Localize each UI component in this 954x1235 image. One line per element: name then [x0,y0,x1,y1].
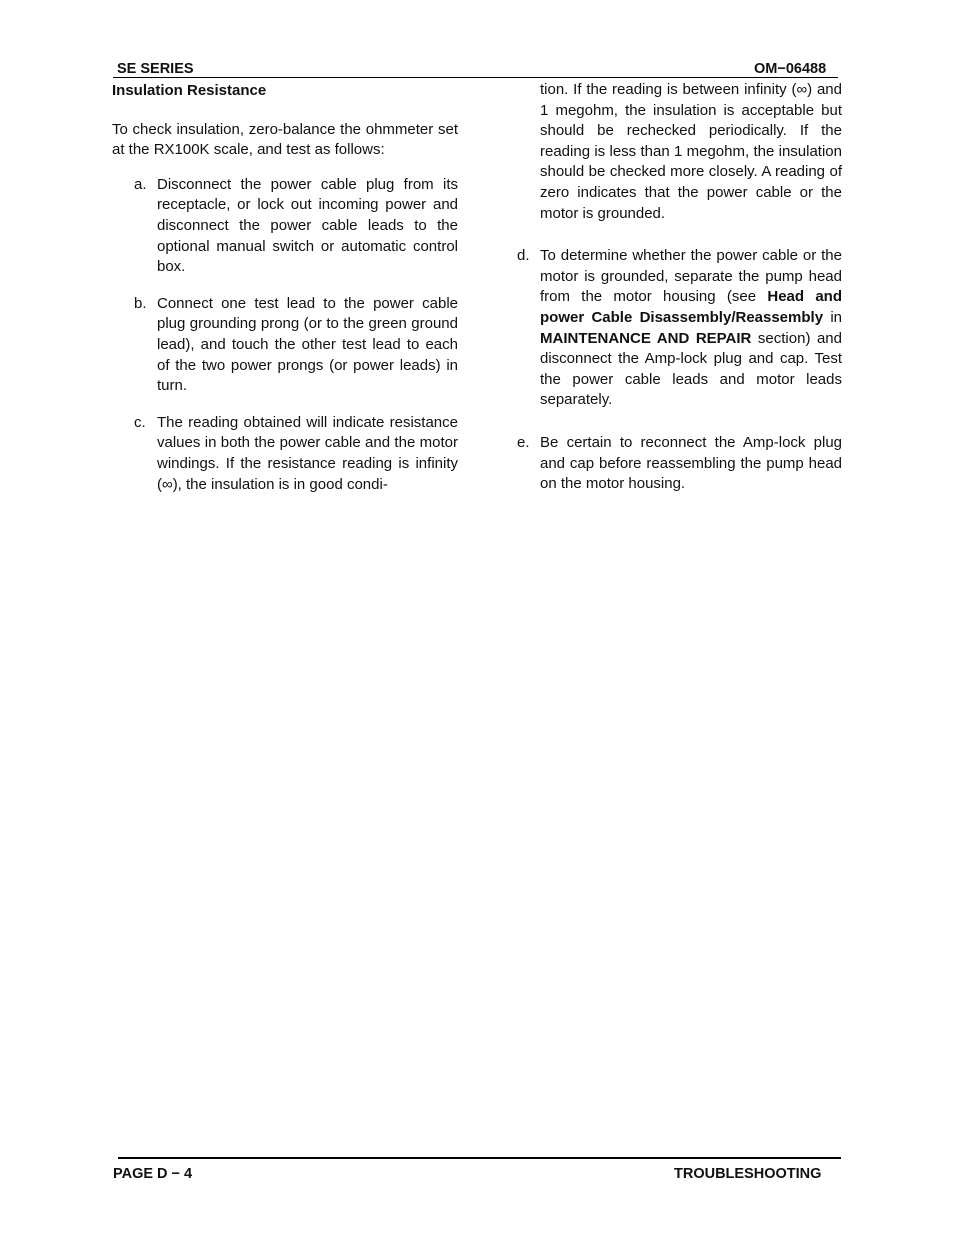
step-text: The reading obtained will indicate resistance values in both the power cable and the motor windings. If the resistance reading is infinity (∞), the insulation is in good condi- [157,413,458,493]
step-text-part: To determine whether the power cable or the motor is grounded, separate the pump head from the motor housing (see [540,247,842,306]
step-letter: e. [517,433,530,451]
footer-page-number: PAGE D − 4 [113,1166,193,1182]
header-document-number: OM−06488 [754,61,827,77]
cross-reference-title: Head and power Cable Disassembly/Reassembly [540,288,842,326]
intro-paragraph: To check insulation, zero-balance the ohmmeter set at the RX100K scale, and test as follows: [112,120,458,159]
footer-section-name: TROUBLESHOOTING [674,1166,822,1182]
step-letter: a. [134,175,147,193]
header-series: SE SERIES [117,61,194,77]
step-b [112,294,458,397]
step-text [540,247,842,408]
step-letter: d. [517,247,530,265]
left-column [112,81,458,495]
step-text-part: in [823,308,843,326]
right-column [517,80,842,495]
step-e [517,433,842,495]
step-list [112,175,458,495]
step-a [112,175,458,278]
step-letter: c. [134,413,146,431]
footer-rule [118,1157,841,1159]
step-c [112,413,458,495]
section-title: Insulation Resistance [112,82,267,99]
step-text-part: section) and disconnect the Amp-lock plug and cap. Test the power cable leads and motor leads separately. [540,329,842,409]
step-letter: b. [134,294,147,312]
step-d [517,246,842,411]
cross-reference-section: MAINTENANCE AND REPAIR [540,329,752,347]
step-text: Disconnect the power cable plug from its receptacle, or lock out incoming power and disconnect the power cable leads to the optional manual switch or automatic control box. [157,175,458,276]
header-rule [113,77,838,78]
step-text: Connect one test lead to the power cable plug grounding prong (or to the green ground lead), and touch the other test lead to each of the two power prongs (or power leads) in turn. [157,294,458,395]
step-text: Be certain to reconnect the Amp-lock plug and cap before reassembling the pump head on the motor housing. [540,433,842,493]
step-c-continued: tion. If the reading is between infinity (∞) and 1 megohm, the insulation is acceptable but should be rechecked periodically. If the reading is less than 1 megohm, the insulation should be checked more closely. A reading of zero indicates that the power cable or the motor is grounded. [540,81,842,222]
